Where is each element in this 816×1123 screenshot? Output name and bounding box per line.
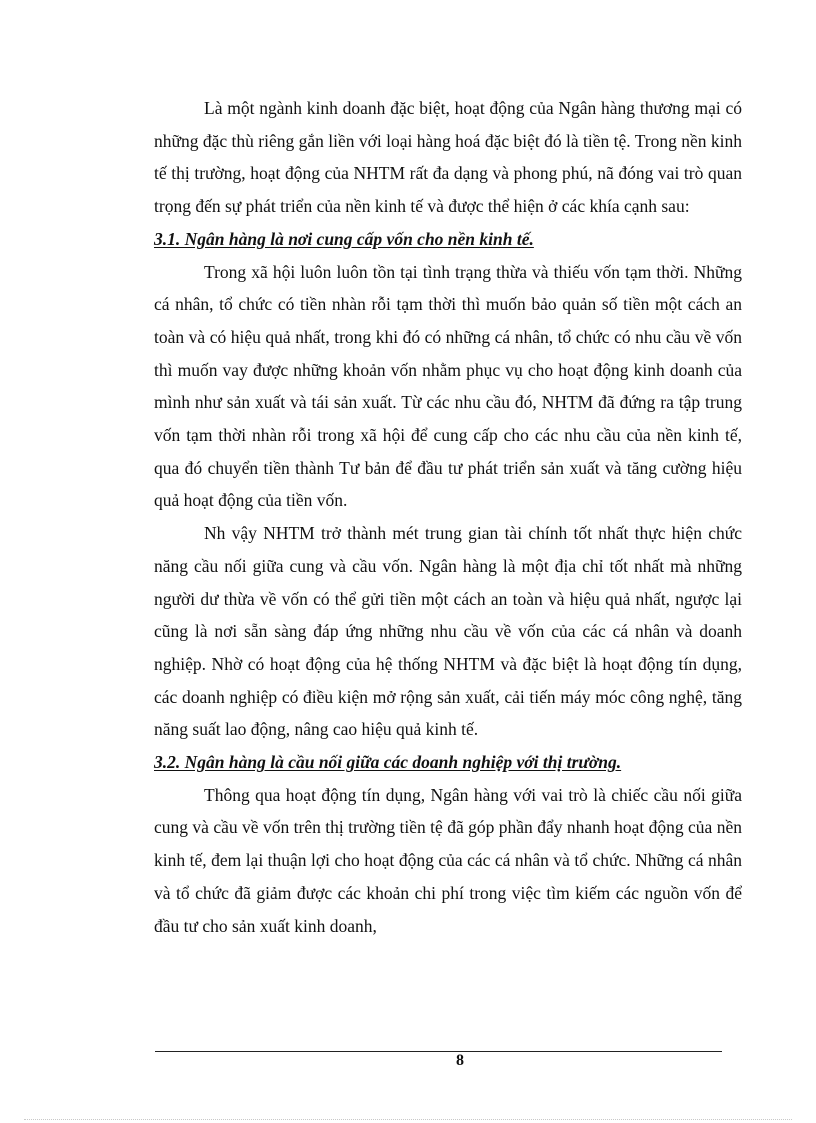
page-number: 8 bbox=[456, 1052, 464, 1069]
page-bottom-dotted-border bbox=[24, 1119, 792, 1120]
text-column bbox=[154, 92, 742, 942]
intro-paragraph: Là một ngành kinh doanh đặc biệt, hoạt động của Ngân hàng thương mại có những đặc thù riêng gắn liền với loại hàng hoá đặc biệt đó là tiền tệ. Trong nền kinh tế thị trường, hoạt động của NHTM rất đa dạng và phong phú, nã đóng vai trò quan trọng đến sự phát triển của nền kinh tế và được thể hiện ở các khía cạnh sau: bbox=[154, 98, 742, 217]
section-heading-3-2: 3.2. Ngân hàng là cầu nối giữa các doanh nghiệp với thị trường. bbox=[154, 752, 622, 773]
market-bridge-paragraph: Thông qua hoạt động tín dụng, Ngân hàng với vai trò là chiếc cầu nối giữa cung và cầu về vốn trên thị trường tiền tệ đã góp phần đẩy nhanh hoạt động của nền kinh tế, đem lại thuận lợi cho hoạt động của các cá nhân và tổ chức. Những cá nhân và tổ chức đã giảm được các khoản chi phí trong việc tìm kiếm các nguồn vốn để đầu tư cho sản xuất kinh doanh, bbox=[154, 784, 742, 936]
section-heading-3-1: 3.1. Ngân hàng là nơi cung cấp vốn cho nền kinh tế. bbox=[154, 228, 534, 249]
capital-supply-paragraph: Trong xã hội luôn luôn tồn tại tình trạng thừa và thiếu vốn tạm thời. Những cá nhân, tổ chức có tiền nhàn rỗi tạm thời thì muốn bảo quản số tiền một cách an toàn và có hiệu quả nhất, trong khi đó có những cá nhân, tổ chức có nhu cầu về vốn thì muốn vay được những khoản vốn nhằm phục vụ cho hoạt động kinh doanh của mình như sản xuất và tái sản xuất. Từ các nhu cầu đó, NHTM đã đứng ra tập trung vốn tạm thời nhàn rỗi trong xã hội để cung cấp cho các nhu cầu của nền kinh tế, qua đó chuyển tiền thành Tư bản để đầu tư phát triển sản xuất và tăng cường hiệu quả hoạt động của tiền vốn. bbox=[154, 261, 742, 511]
footer-rule bbox=[155, 1051, 722, 1052]
financial-intermediary-paragraph: Nh vậy NHTM trở thành mét trung gian tài chính tốt nhất thực hiện chức năng cầu nối giữa cung và cầu vốn. Ngân hàng là một địa chỉ tốt nhất mà những người dư thừa về vốn có thể gửi tiền một cách an toàn và hiệu quả nhất, ngược lại cũng là nơi sẵn sàng đáp ứng những nhu cầu về vốn của các cá nhân và doanh nghiệp. Nhờ có hoạt động của hệ thống NHTM và đặc biệt là hoạt động tín dụng, các doanh nghiệp có điều kiện mở rộng sản xuất, cải tiến máy móc công nghệ, tăng năng suất lao động, nâng cao hiệu quả kinh tế. bbox=[154, 523, 742, 740]
